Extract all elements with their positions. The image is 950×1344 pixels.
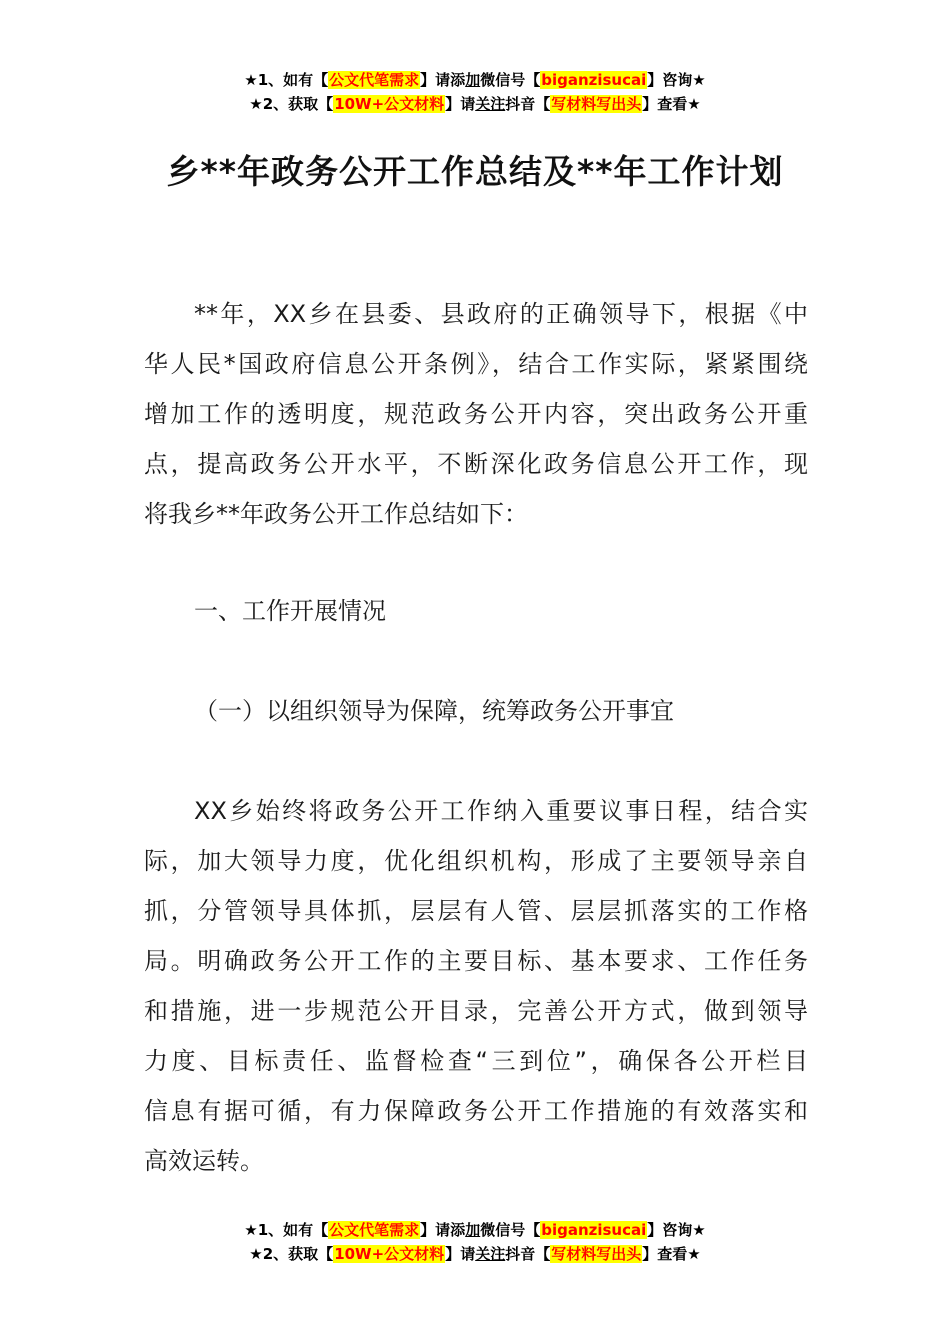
notice-line-1 xyxy=(0,68,950,92)
paragraph-line: XX乡始终将政务公开工作纳入重要议事日程，结合实 xyxy=(194,797,808,825)
notice-text: ★1、如有【 xyxy=(244,71,329,89)
notice-line-1 xyxy=(0,1218,950,1242)
document-title: 乡**年政务公开工作总结及**年工作计划 xyxy=(166,152,784,191)
paragraph-line: 局。明确政务公开工作的主要目标、基本要求、工作任务 xyxy=(144,947,808,975)
paragraph-line: 和措施，进一步规范公开目录，完善公开方式，做到领导 xyxy=(144,997,808,1025)
notice-text: 】咨询★ xyxy=(647,71,706,89)
notice-text-underlined: 加 xyxy=(465,1221,481,1239)
paragraph-line: 高效运转。 xyxy=(144,1147,264,1175)
highlight-materials: 10W+公文材料 xyxy=(334,1245,445,1263)
highlight-ghostwriting: 公文代笔需求 xyxy=(329,71,420,89)
highlight-douyin-account: 写材料写出头 xyxy=(551,95,642,113)
highlight-douyin-account: 写材料写出头 xyxy=(551,1245,642,1263)
notice-text: 抖音【 xyxy=(505,1245,551,1263)
notice-text-underlined: 加 xyxy=(465,71,481,89)
highlight-wechat-id: biganzisucai xyxy=(541,1221,647,1239)
section-heading-text: 一、工作开展情况 xyxy=(194,597,386,625)
body-paragraph xyxy=(144,786,808,1186)
notice-text: 】请添 xyxy=(420,1221,466,1239)
paragraph-line: 力度、目标责任、监督检查“三到位”，确保各公开栏目 xyxy=(144,1047,808,1075)
header-notice xyxy=(0,68,950,116)
paragraph-line: 点，提高政务公开水平，不断深化政务信息公开工作，现 xyxy=(144,450,808,478)
notice-text: 】请添 xyxy=(420,71,466,89)
notice-text-underlined: 关注 xyxy=(475,1245,506,1263)
notice-text: 】请 xyxy=(445,1245,476,1263)
notice-text: ★2、获取【 xyxy=(249,95,334,113)
footer-notice xyxy=(0,1218,950,1266)
subsection-heading xyxy=(144,686,808,736)
notice-text: 】查看★ xyxy=(642,1245,701,1263)
notice-line-2 xyxy=(0,92,950,116)
paragraph-line: **年，XX乡在县委、县政府的正确领导下，根据《中 xyxy=(194,300,808,328)
paragraph-line: 际，加大领导力度，优化组织机构，形成了主要领导亲自 xyxy=(144,847,808,875)
section-heading xyxy=(144,586,808,636)
paragraph-line: 信息有据可循，有力保障政务公开工作措施的有效落实和 xyxy=(144,1097,808,1125)
notice-text: 微信号【 xyxy=(480,1221,541,1239)
highlight-materials: 10W+公文材料 xyxy=(334,95,445,113)
notice-text: 】咨询★ xyxy=(647,1221,706,1239)
highlight-ghostwriting: 公文代笔需求 xyxy=(329,1221,420,1239)
notice-line-2 xyxy=(0,1242,950,1266)
notice-text: 抖音【 xyxy=(505,95,551,113)
paragraph-line: 增加工作的透明度，规范政务公开内容，突出政务公开重 xyxy=(144,400,808,428)
paragraph-line: 抓，分管领导具体抓，层层有人管、层层抓落实的工作格 xyxy=(144,897,808,925)
notice-text: ★2、获取【 xyxy=(249,1245,334,1263)
paragraph-line: 华人民*国政府信息公开条例》，结合工作实际，紧紧围绕 xyxy=(144,350,808,378)
subsection-heading-text: （一）以组织领导为保障，统筹政务公开事宜 xyxy=(194,697,674,725)
intro-paragraph xyxy=(144,289,808,539)
paragraph-line: 将我乡**年政务公开工作总结如下： xyxy=(144,500,528,528)
notice-text-underlined: 关注 xyxy=(475,95,506,113)
highlight-wechat-id: biganzisucai xyxy=(541,71,647,89)
notice-text: 】查看★ xyxy=(642,95,701,113)
notice-text: ★1、如有【 xyxy=(244,1221,329,1239)
notice-text: 微信号【 xyxy=(480,71,541,89)
notice-text: 】请 xyxy=(445,95,476,113)
